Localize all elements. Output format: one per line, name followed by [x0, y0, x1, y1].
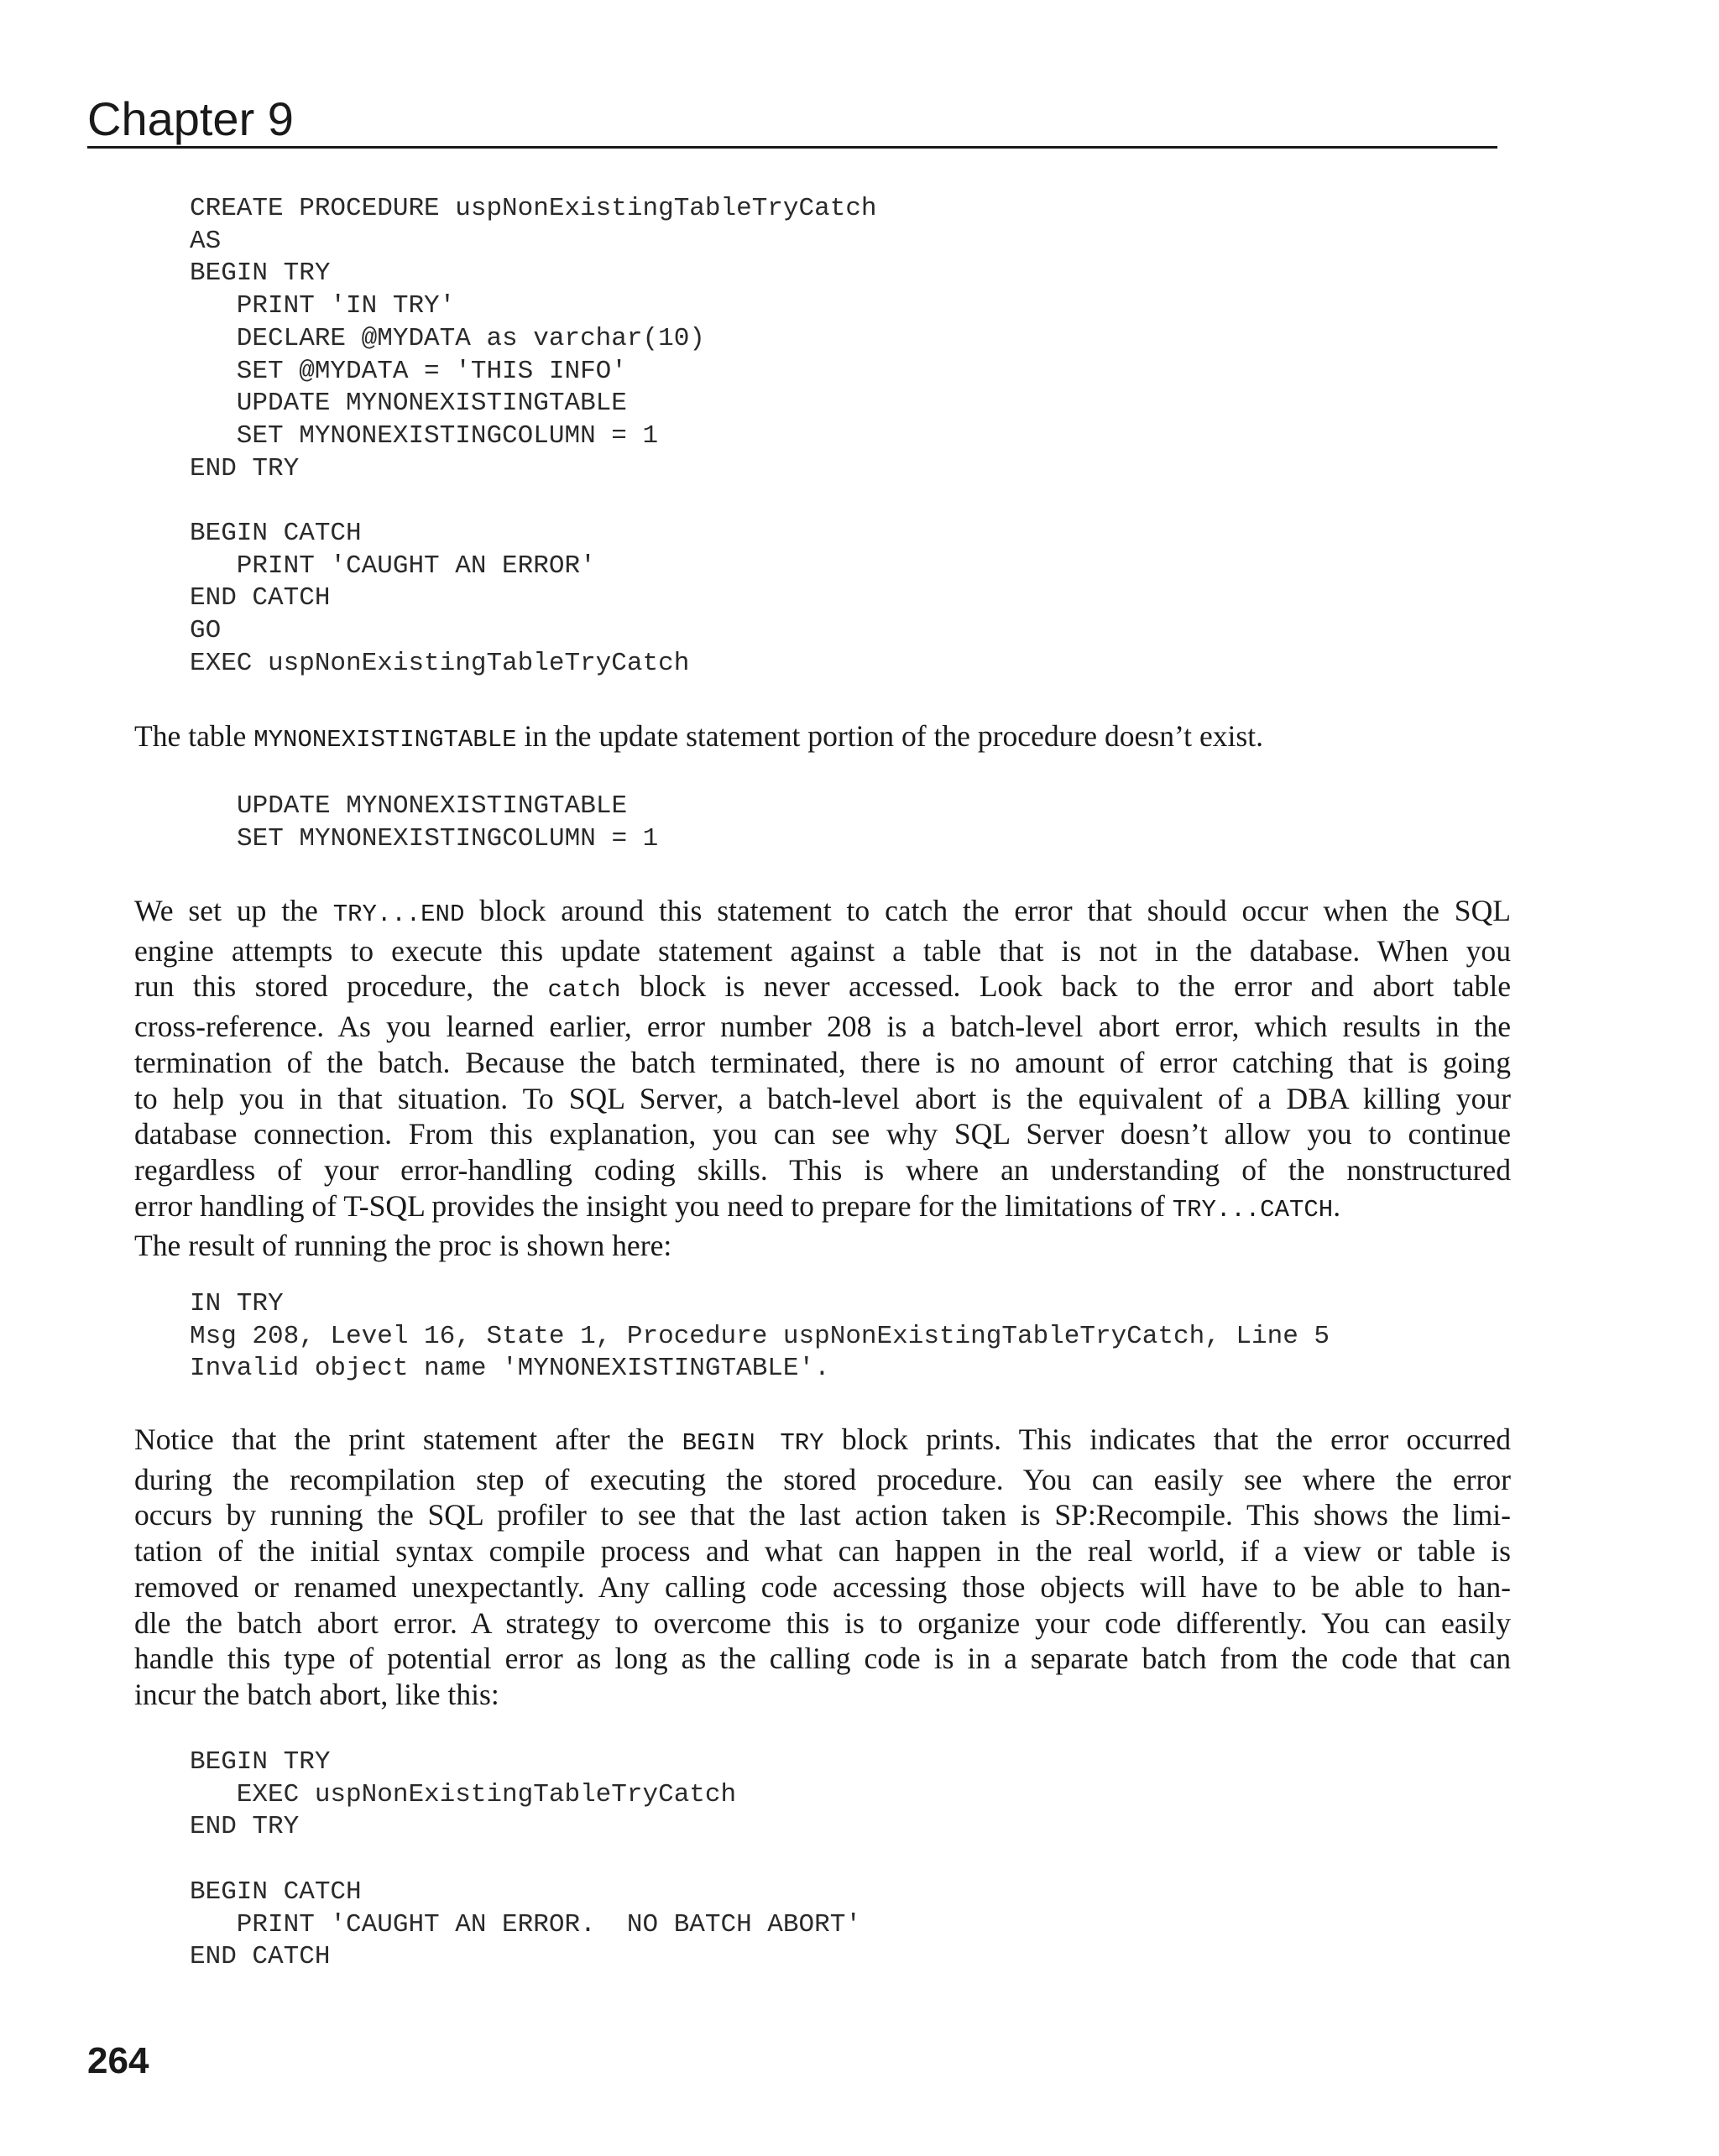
code-line: UPDATE MYNONEXISTINGTABLE: [190, 389, 627, 419]
code-line: UPDATE MYNONEXISTINGTABLE: [237, 791, 628, 821]
code-line: END CATCH: [190, 583, 331, 613]
code-line: END TRY: [190, 453, 300, 483]
code-line: END CATCH: [190, 1942, 331, 1972]
code-line: PRINT 'CAUGHT AN ERROR. NO BATCH ABORT': [190, 1909, 861, 1939]
code-line: END TRY: [190, 1812, 300, 1842]
paragraph-line: The result of running the proc is shown here:: [134, 1229, 672, 1263]
code-line: PRINT 'CAUGHT AN ERROR': [190, 551, 596, 581]
text-run: in the update statement portion of the procedure doesn’t exist.: [516, 719, 1264, 753]
code-line: PRINT 'IN TRY': [190, 291, 456, 321]
paragraph-line: [134, 968, 1511, 1009]
code-line: BEGIN TRY: [190, 1747, 331, 1777]
text-run: We set up the: [134, 894, 333, 927]
paragraph-line: during the recompilation step of executing the stored procedure. You can easily see where the error: [134, 1462, 1511, 1496]
paragraph-line: [134, 718, 1511, 759]
paragraph-line: [134, 893, 1511, 933]
paragraph-table-missing: [134, 718, 1511, 759]
code-line: CREATE PROCEDURE uspNonExistingTableTryCatch: [190, 194, 877, 223]
inline-code: BEGIN TRY: [682, 1429, 824, 1457]
paragraph-line: cross-reference. As you learned earlier, error number 208 is a batch-level abort error, which results in the: [134, 1010, 1511, 1044]
paragraph-line: database connection. From this explanation, you can see why SQL Server doesn’t allow you to continue: [134, 1117, 1511, 1151]
code-line: BEGIN TRY: [190, 258, 331, 289]
code-line: IN TRY: [190, 1289, 284, 1318]
inline-code: MYNONEXISTINGTABLE: [253, 726, 517, 754]
paragraph-line: regardless of your error-handling coding skills. This is where an understanding of the nonstructured: [134, 1152, 1511, 1187]
code-line: EXEC uspNonExistingTableTryCatch: [190, 1779, 737, 1809]
paragraph-try-end-explanation: [134, 893, 1511, 1264]
code-line: AS: [190, 226, 222, 256]
paragraph-line: dle the batch abort error. A strategy to overcome this is to organize your code differently. You can easily: [134, 1605, 1511, 1640]
inline-code: TRY...END: [332, 901, 465, 928]
code-line: DECLARE @MYDATA as varchar(10): [190, 323, 705, 353]
text-run: block is never accessed. Look back to the error and abort table: [620, 969, 1511, 1004]
paragraph-line: termination of the batch. Because the batch terminated, there is no amount of error catching that is going: [134, 1045, 1511, 1079]
code-line: Invalid object name 'MYNONEXISTINGTABLE'.: [190, 1354, 830, 1384]
paragraph-line: handle this type of potential error as long as the calling code is in a separate batch from the code that can: [134, 1642, 1511, 1676]
text-run: .: [1333, 1188, 1341, 1223]
code-block-update-statement: [237, 791, 658, 855]
paragraph-line: engine attempts to execute this update statement against a table that is not in the database. When you: [134, 933, 1511, 968]
inline-code: TRY...CATCH: [1172, 1195, 1334, 1224]
page-header: [87, 87, 1497, 149]
code-line: SET MYNONEXISTINGCOLUMN = 1: [237, 823, 659, 854]
text-run: The table: [134, 719, 254, 753]
paragraph-line: [134, 1188, 1511, 1229]
paragraph-line: [134, 1422, 1511, 1462]
code-line: SET MYNONEXISTINGCOLUMN = 1: [190, 420, 659, 451]
paragraph-line: incur the batch abort, like this:: [134, 1677, 499, 1711]
paragraph-line: tation of the initial syntax compile process and what can happen in the real world, if a view or table is: [134, 1534, 1511, 1569]
code-line: BEGIN CATCH: [190, 1877, 362, 1907]
text-run: run this stored procedure, the: [134, 969, 548, 1004]
code-block-error-output: [190, 1288, 1330, 1386]
text-run: error handling of T-SQL provides the insight you need to prepare for the limitations of: [134, 1188, 1173, 1223]
paragraph-recompile-explanation: [134, 1422, 1511, 1713]
code-line: Msg 208, Level 16, State 1, Procedure uspNonExistingTableTryCatch, Line 5: [190, 1321, 1330, 1351]
text-run: Notice that the print statement after the: [134, 1423, 682, 1456]
page-number: 264: [87, 2040, 149, 2081]
code-block-batch-separation: [190, 1746, 861, 1974]
inline-code: catch: [547, 976, 621, 1005]
code-block-create-procedure: [190, 193, 877, 681]
code-line: GO: [190, 616, 222, 646]
code-line: SET @MYDATA = 'THIS INFO': [190, 356, 627, 386]
text-run: block prints. This indicates that the error occurred: [823, 1423, 1511, 1456]
paragraph-line: occurs by running the SQL profiler to see that the last action taken is SP:Recompile. This shows the limi-: [134, 1498, 1511, 1532]
text-run: block around this statement to catch the error that should occur when the SQL: [464, 894, 1511, 927]
chapter-title: Chapter 9: [87, 92, 294, 145]
code-line: EXEC uspNonExistingTableTryCatch: [190, 648, 690, 678]
code-line: BEGIN CATCH: [190, 519, 362, 549]
paragraph-line: to help you in that situation. To SQL Server, a batch-level abort is the equivalent of a DBA killing your: [134, 1081, 1511, 1115]
paragraph-line: removed or renamed unexpectantly. Any calling code accessing those objects will have to be able to han-: [134, 1569, 1511, 1604]
